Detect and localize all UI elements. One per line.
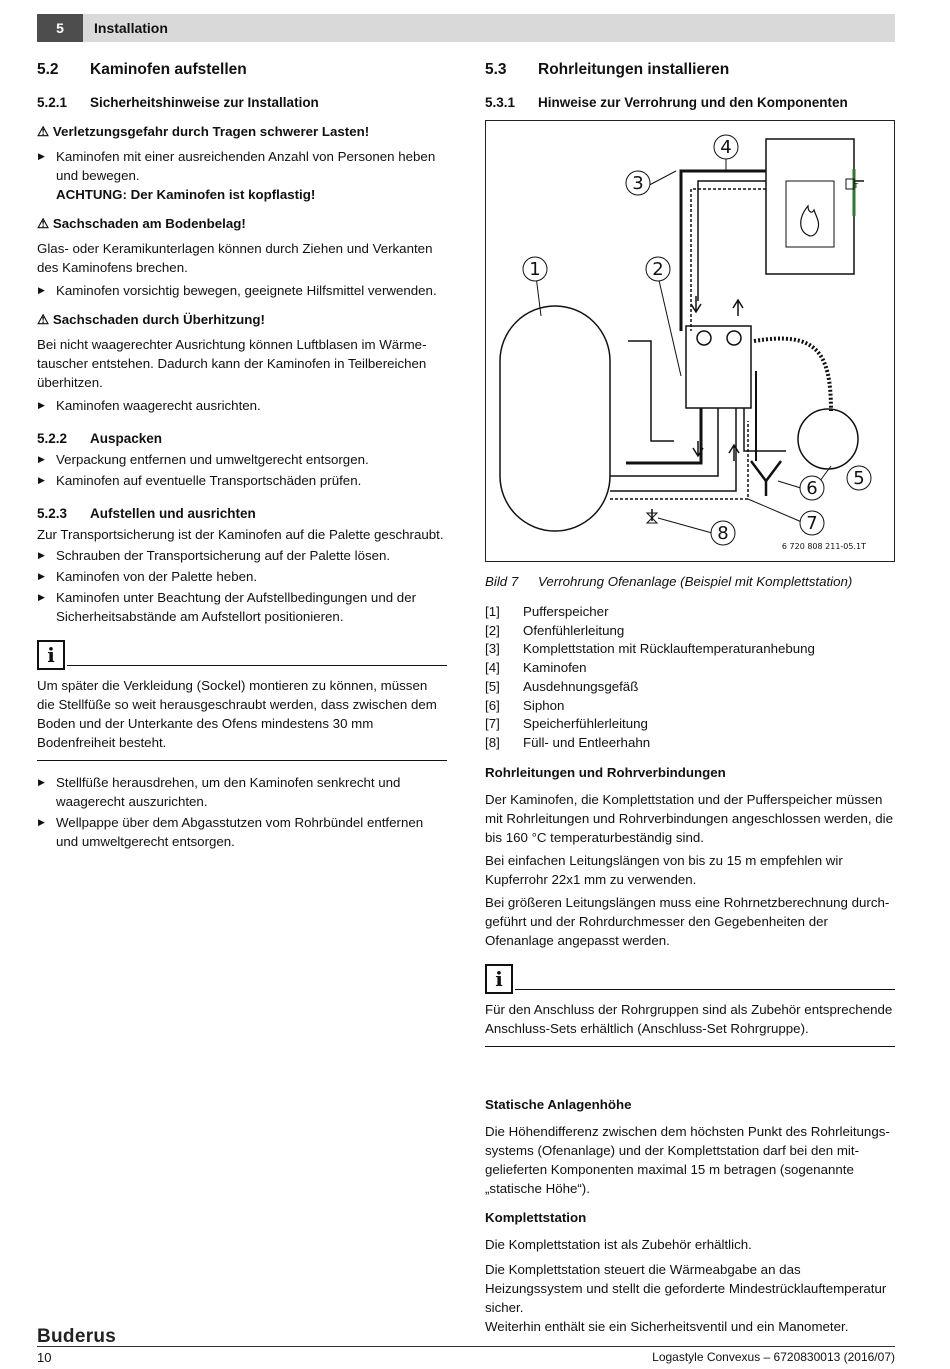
subsection-heading: 5.2.1 Sicherheitshinweise zur Installation [37, 95, 319, 110]
siphon [751, 461, 781, 481]
list-item: ▶ Kaminofen waagerecht ausrichten. [37, 396, 447, 415]
pipe [610, 421, 748, 499]
thermometer-label: T [853, 182, 859, 190]
gauge [727, 331, 741, 345]
legend-item: [7] Speicherfühlerleitung [485, 716, 648, 732]
chapter-number: 5 [37, 14, 83, 42]
svg-text:8: 8 [717, 523, 729, 544]
station-heading: Komplettstation [485, 1209, 587, 1225]
piping-diagram-svg [486, 121, 894, 561]
paragraph: Bei einfachen Leitungslängen von bis zu 15 m empfehlen wir Kupferrohr 22x1 mm zu verwenden. [485, 852, 843, 887]
paragraph: Bei größeren Leitungslängen muss eine Rohrnetzberechnung durchgeführt und der Rohrdurchmesser den Gegebenheiten der Ofenanlage angepasst werden. [485, 894, 890, 948]
divider [67, 665, 447, 666]
svg-text:3: 3 [632, 173, 644, 194]
paragraph: Die Höhendifferenz zwischen dem höchsten Punkt des Rohrleitungssystems (Ofenanlage) und der Komplettstation darf bei den mitgelieferten Komponenten maximal 15 m betragen (sogenannte „statische Höhe“). [485, 1123, 890, 1196]
brand-logo: Buderus [37, 1326, 117, 1347]
callout-4 [714, 135, 738, 159]
list-item: ▶ Wellpappe über dem Abgasstutzen vom Rohrbündel entfernen und umweltgerecht entsorgen. [37, 813, 447, 851]
legend-item: [8] Füll- und Entleerhahn [485, 734, 651, 750]
pipes-heading: Rohrleitungen und Rohrverbindungen [485, 764, 726, 780]
paragraph: Bei nicht waagerechter Ausrichtung können Luftblasen im Wärmetauscher entstehen. Dadurch kann der Kaminofen in Teilbereichen überhitzen. [37, 337, 427, 390]
subsection-heading: 5.2.3 Aufstellen und ausrichten [37, 506, 256, 521]
legend-item: [5] Ausdehnungsgefäß [485, 678, 639, 694]
legend-item: [6] Siphon [485, 697, 565, 713]
warning-heavy-load: ⚠ Verletzungsgefahr durch Tragen schwerer Lasten! [37, 124, 370, 139]
paragraph: Die Komplettstation steuert die Wärmeabgabe an das Heizungssystem und stellt die geforderte Mindestrücklauftemperatur sicher. Weiterhin enthält sie ein Sicherheitsventil und ein Manometer. [485, 1261, 887, 1334]
legend-item: [2] Ofenfühlerleitung [485, 622, 625, 638]
document-id: Logastyle Convexus – 6720830013 (2016/07) [652, 1350, 895, 1364]
figure-code: 6 720 808 211-05.1T [781, 542, 866, 551]
pipe [626, 408, 701, 463]
footer-divider [37, 1346, 895, 1347]
warning-floor: ⚠ Sachschaden am Bodenbelag! [37, 216, 246, 231]
bullet-list [37, 450, 447, 490]
figure-legend [485, 603, 895, 753]
list-item: ▶ Kaminofen mit einer ausreichenden Anzahl von Personen heben und bewegen. ACHTUNG: Der Kaminofen ist kopflastig! [37, 147, 447, 204]
bullet-list [37, 281, 447, 300]
section-heading: 5.3 Rohrleitungen installieren [485, 61, 730, 78]
bullet-list [37, 773, 447, 851]
svg-text:2: 2 [652, 259, 664, 280]
pipe [610, 408, 736, 491]
expansion-hose [754, 339, 831, 411]
bullet-list [37, 147, 447, 204]
list-item: ▶ Kaminofen unter Beachtung der Aufstellbedingungen und der Sicherheitsabstände am Aufstellort positionieren. [37, 588, 447, 626]
stove [766, 139, 854, 274]
gauge [697, 331, 711, 345]
legend-item: [4] Kaminofen [485, 660, 587, 676]
info-icon: i [37, 640, 65, 670]
note-text: Für den Anschluss der Rohrgruppen sind als Zubehör entsprechende Anschluss-Sets erhältlich (Anschluss-Set Rohrgruppe). [485, 994, 895, 1047]
bullet-list [37, 546, 447, 626]
list-item: ▶ Schrauben der Transportsicherung auf der Palette lösen. [37, 546, 447, 565]
buffer-tank [500, 306, 610, 531]
divider [515, 989, 895, 990]
stove-window [786, 181, 834, 247]
list-item: ▶ Verpackung entfernen und umweltgerecht entsorgen. [37, 450, 447, 469]
figure-caption: Bild 7 Verrohrung Ofenanlage (Beispiel mit Komplettstation) [485, 574, 853, 589]
paragraph: Die Komplettstation ist als Zubehör erhältlich. [485, 1236, 752, 1252]
pipe [744, 408, 786, 451]
bullet-list [37, 396, 447, 415]
warning-icon: ⚠ [37, 124, 49, 139]
paragraph: Zur Transportsicherung ist der Kaminofen auf die Palette geschraubt. [37, 527, 444, 542]
svg-text:4: 4 [720, 137, 732, 158]
pipe [628, 341, 674, 441]
info-note [485, 964, 895, 1047]
info-note [37, 640, 447, 761]
paragraph: Der Kaminofen, die Komplettstation und der Pufferspeicher müssen mit Rohrleitungen und Rohrverbindungen angeschlossen werden, die bis 160 °C temperaturbeständig sind. [485, 791, 894, 845]
legend-item: [1] Pufferspeicher [485, 604, 609, 619]
subsection-heading: 5.3.1 Hinweise zur Verrohrung und den Komponenten [485, 95, 848, 110]
callout-5 [847, 466, 871, 490]
pipe [698, 181, 766, 301]
list-item: ▶ Kaminofen von der Palette heben. [37, 567, 447, 586]
svg-text:7: 7 [806, 513, 818, 534]
svg-text:1: 1 [529, 259, 541, 280]
left-column [37, 60, 447, 855]
callout-2 [646, 257, 670, 281]
svg-text:6: 6 [806, 478, 818, 499]
legend-item: [3] Komplettstation mit Rücklauftemperaturanhebung [485, 641, 815, 657]
list-item: ▶ Kaminofen vorsichtig bewegen, geeignete Hilfsmittel verwenden. [37, 281, 447, 300]
warning-icon: ⚠ [37, 216, 49, 231]
piping-diagram [485, 120, 895, 562]
warning-overheat: ⚠ Sachschaden durch Überhitzung! [37, 312, 265, 327]
subsection-heading: 5.2.2 Auspacken [37, 431, 163, 446]
svg-text:5: 5 [853, 468, 865, 489]
paragraph: Glas- oder Keramikunterlagen können durch Ziehen und Verkanten des Kaminofens brechen. [37, 241, 433, 275]
list-item: ▶ Kaminofen auf eventuelle Transportschäden prüfen. [37, 471, 447, 490]
callout-6 [800, 476, 824, 500]
chapter-header [37, 14, 895, 42]
section-heading: 5.2 Kaminofen aufstellen [37, 61, 247, 78]
note-text: Um später die Verkleidung (Sockel) montieren zu können, müssen die Stellfüße so weit herausgeschraubt werden, dass zwischen dem Boden und der Unterkante des Ofens mindestens 30 mm Bodenfreiheit besteht. [37, 670, 447, 761]
callout-7 [800, 511, 824, 535]
static-heading: Statische Anlagenhöhe [485, 1096, 632, 1112]
info-icon: i [485, 964, 513, 994]
callout-1 [523, 257, 547, 281]
pipe [691, 189, 766, 331]
page-number: 10 [37, 1350, 52, 1365]
expansion-vessel [798, 409, 858, 469]
chapter-title: Installation [94, 20, 168, 36]
callout-3 [626, 171, 650, 195]
flame-icon [801, 206, 819, 236]
callout-8 [711, 521, 735, 545]
right-column [485, 60, 895, 1340]
warning-icon: ⚠ [37, 312, 49, 327]
list-item: ▶ Stellfüße herausdrehen, um den Kaminofen senkrecht und waagerecht auszurichten. [37, 773, 447, 811]
